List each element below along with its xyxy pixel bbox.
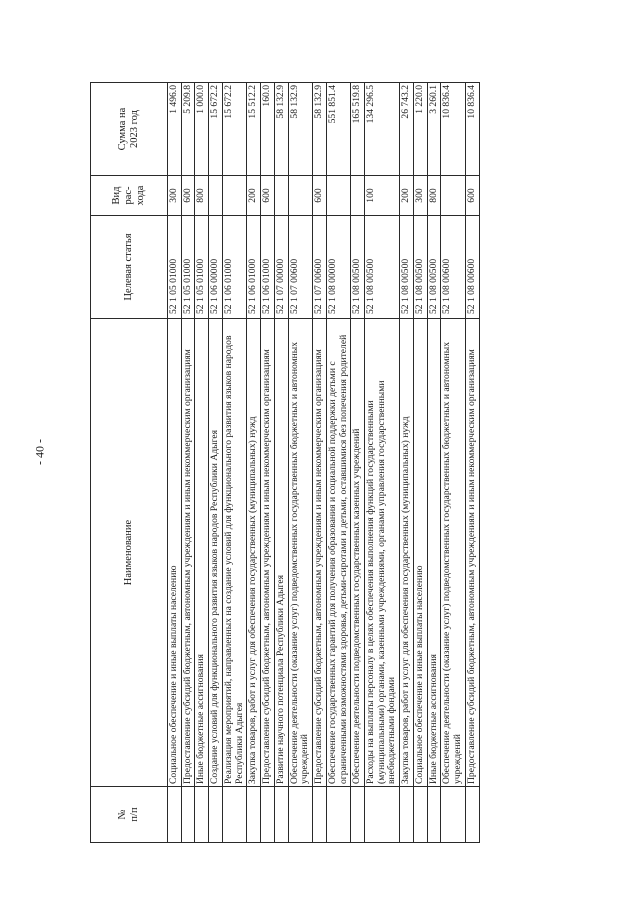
- cell-expense-type: 600: [313, 176, 327, 216]
- rotated-budget-table-area: [90, 83, 555, 843]
- header-target-article-label: Целевая статья: [122, 233, 134, 301]
- cell-expense-type: 200: [247, 176, 261, 216]
- table-row: [168, 83, 182, 843]
- cell-target-article: 52 1 06 01000: [261, 216, 275, 319]
- cell-sum: 165 519.8: [351, 83, 365, 176]
- cell-sum: 5 209.8: [181, 83, 195, 176]
- header-number: [91, 787, 168, 843]
- cell-target-article: 52 1 05 01000: [195, 216, 209, 319]
- cell-target-article: 52 1 08 00000: [326, 216, 350, 319]
- cell-sum: 58 132.9: [313, 83, 327, 176]
- cell-sum: 10 836.4: [441, 83, 465, 176]
- cell-number: [195, 787, 209, 843]
- header-sum: [91, 83, 168, 176]
- cell-number: [209, 787, 223, 843]
- cell-target-article: 52 1 08 00600: [441, 216, 465, 319]
- table-row: [365, 83, 400, 843]
- cell-number: [326, 787, 350, 843]
- table-row: [441, 83, 465, 843]
- cell-target-article: 52 1 08 00600: [465, 216, 479, 319]
- cell-number: [288, 787, 312, 843]
- cell-number: [427, 787, 441, 843]
- cell-sum: 15 672.2: [222, 83, 246, 176]
- cell-name: Предоставление субсидий бюджетным, автономным учреждениям и иным некоммерческим организациям: [313, 319, 327, 787]
- cell-name: Обеспечение государственных гарантий для получения образования и социальной поддержки детьми с ограниченными возможностями здоровья, детьми-сиротами и детьми, оставшимися без попечения родителей: [326, 319, 350, 787]
- cell-name: Обеспечение деятельности подведомственных государственных казенных учреждений: [351, 319, 365, 787]
- table-row: [261, 83, 275, 843]
- table-row: [427, 83, 441, 843]
- cell-name: Предоставление субсидий бюджетным, автономным учреждениям и иным некоммерческим организациям: [261, 319, 275, 787]
- header-name-label: Наименование: [122, 519, 134, 586]
- table-row: [247, 83, 261, 843]
- cell-expense-type: [288, 176, 312, 216]
- cell-target-article: 52 1 06 01000: [222, 216, 246, 319]
- cell-sum: 3 260.1: [427, 83, 441, 176]
- table-header-row: [91, 83, 168, 843]
- cell-sum: 15 512.2: [247, 83, 261, 176]
- cell-name: Закупка товаров, работ и услуг для обеспечения государственных (муниципальных) нужд: [400, 319, 414, 787]
- cell-number: [351, 787, 365, 843]
- cell-number: [274, 787, 288, 843]
- budget-table: [90, 82, 480, 843]
- cell-name: Иные бюджетные ассигнования: [427, 319, 441, 787]
- cell-expense-type: [222, 176, 246, 216]
- cell-sum: 15 672.2: [209, 83, 223, 176]
- cell-sum: 10 836.4: [465, 83, 479, 176]
- cell-sum: 551 851.4: [326, 83, 350, 176]
- cell-number: [465, 787, 479, 843]
- cell-name: Реализация мероприятий, направленных на создание условий для функционального развития языков народов Республики Адыгея: [222, 319, 246, 787]
- table-body: [168, 83, 480, 843]
- cell-expense-type: [326, 176, 350, 216]
- cell-name: Социальное обеспечение и иные выплаты населению: [413, 319, 427, 787]
- cell-expense-type: 300: [413, 176, 427, 216]
- header-expense-type: [91, 176, 168, 216]
- cell-number: [168, 787, 182, 843]
- table-row: [313, 83, 327, 843]
- cell-name: Социальное обеспечение и иные выплаты населению: [168, 319, 182, 787]
- cell-expense-type: 800: [195, 176, 209, 216]
- cell-expense-type: 100: [365, 176, 400, 216]
- table-row: [274, 83, 288, 843]
- table-row: [413, 83, 427, 843]
- cell-target-article: 52 1 07 00600: [288, 216, 312, 319]
- header-number-label: № п/п: [116, 807, 140, 822]
- cell-expense-type: 200: [400, 176, 414, 216]
- cell-sum: 1 000.0: [195, 83, 209, 176]
- table-row: [222, 83, 246, 843]
- cell-expense-type: 600: [181, 176, 195, 216]
- cell-number: [365, 787, 400, 843]
- cell-sum: 1 220.0: [413, 83, 427, 176]
- cell-target-article: 52 1 08 00500: [400, 216, 414, 319]
- cell-name: Предоставление субсидий бюджетным, автономным учреждениям и иным некоммерческим организациям: [465, 319, 479, 787]
- cell-target-article: 52 1 07 00000: [274, 216, 288, 319]
- cell-name: Иные бюджетные ассигнования: [195, 319, 209, 787]
- header-name: [91, 319, 168, 787]
- cell-expense-type: [209, 176, 223, 216]
- cell-target-article: 52 1 07 00600: [313, 216, 327, 319]
- table-row: [209, 83, 223, 843]
- cell-sum: 134 296.5: [365, 83, 400, 176]
- cell-target-article: 52 1 08 00500: [351, 216, 365, 319]
- table-row: [326, 83, 350, 843]
- cell-name: Расходы на выплаты персоналу в целях обеспечения выполнения функций государственными (муниципальными) органами, казенными учреждениями, органами управления государственными внебюджетными фондами: [365, 319, 400, 787]
- cell-number: [313, 787, 327, 843]
- cell-number: [222, 787, 246, 843]
- table-row: [465, 83, 479, 843]
- cell-sum: 58 132.9: [288, 83, 312, 176]
- cell-name: Обеспечение деятельности (оказание услуг) подведомственных государственных бюджетных и автономных учреждений: [441, 319, 465, 787]
- cell-number: [181, 787, 195, 843]
- cell-expense-type: 300: [168, 176, 182, 216]
- header-expense-type-label: Вид рас- хода: [110, 185, 147, 206]
- table-row: [195, 83, 209, 843]
- cell-expense-type: [441, 176, 465, 216]
- cell-target-article: 52 1 08 00500: [413, 216, 427, 319]
- cell-target-article: 52 1 08 00500: [365, 216, 400, 319]
- table-row: [288, 83, 312, 843]
- cell-sum: 26 743.2: [400, 83, 414, 176]
- table-row: [400, 83, 414, 843]
- cell-number: [413, 787, 427, 843]
- cell-target-article: 52 1 05 01000: [168, 216, 182, 319]
- cell-target-article: 52 1 08 00500: [427, 216, 441, 319]
- cell-expense-type: 600: [465, 176, 479, 216]
- cell-sum: 1 496.0: [168, 83, 182, 176]
- cell-name: Развитие научного потенциала Республики Адыгея: [274, 319, 288, 787]
- cell-number: [247, 787, 261, 843]
- table-row: [351, 83, 365, 843]
- cell-expense-type: 600: [261, 176, 275, 216]
- cell-name: Создание условий для функционального развития языков народов Республики Адыгея: [209, 319, 223, 787]
- cell-target-article: 52 1 06 01000: [247, 216, 261, 319]
- cell-expense-type: [351, 176, 365, 216]
- cell-number: [261, 787, 275, 843]
- cell-name: Закупка товаров, работ и услуг для обеспечения государственных (муниципальных) нужд: [247, 319, 261, 787]
- cell-sum: 58 132.9: [274, 83, 288, 176]
- cell-target-article: 52 1 05 01000: [181, 216, 195, 319]
- cell-target-article: 52 1 06 00000: [209, 216, 223, 319]
- cell-number: [441, 787, 465, 843]
- cell-expense-type: [274, 176, 288, 216]
- cell-name: Предоставление субсидий бюджетным, автономным учреждениям и иным некоммерческим организациям: [181, 319, 195, 787]
- page-number: - 40 -: [32, 439, 47, 465]
- header-sum-label: Сумма на 2023 год: [116, 107, 140, 151]
- table-row: [181, 83, 195, 843]
- cell-name: Обеспечение деятельности (оказание услуг) подведомственных государственных бюджетных и автономных учреждений: [288, 319, 312, 787]
- cell-sum: 160.0: [261, 83, 275, 176]
- header-target-article: [91, 216, 168, 319]
- cell-number: [400, 787, 414, 843]
- cell-expense-type: 800: [427, 176, 441, 216]
